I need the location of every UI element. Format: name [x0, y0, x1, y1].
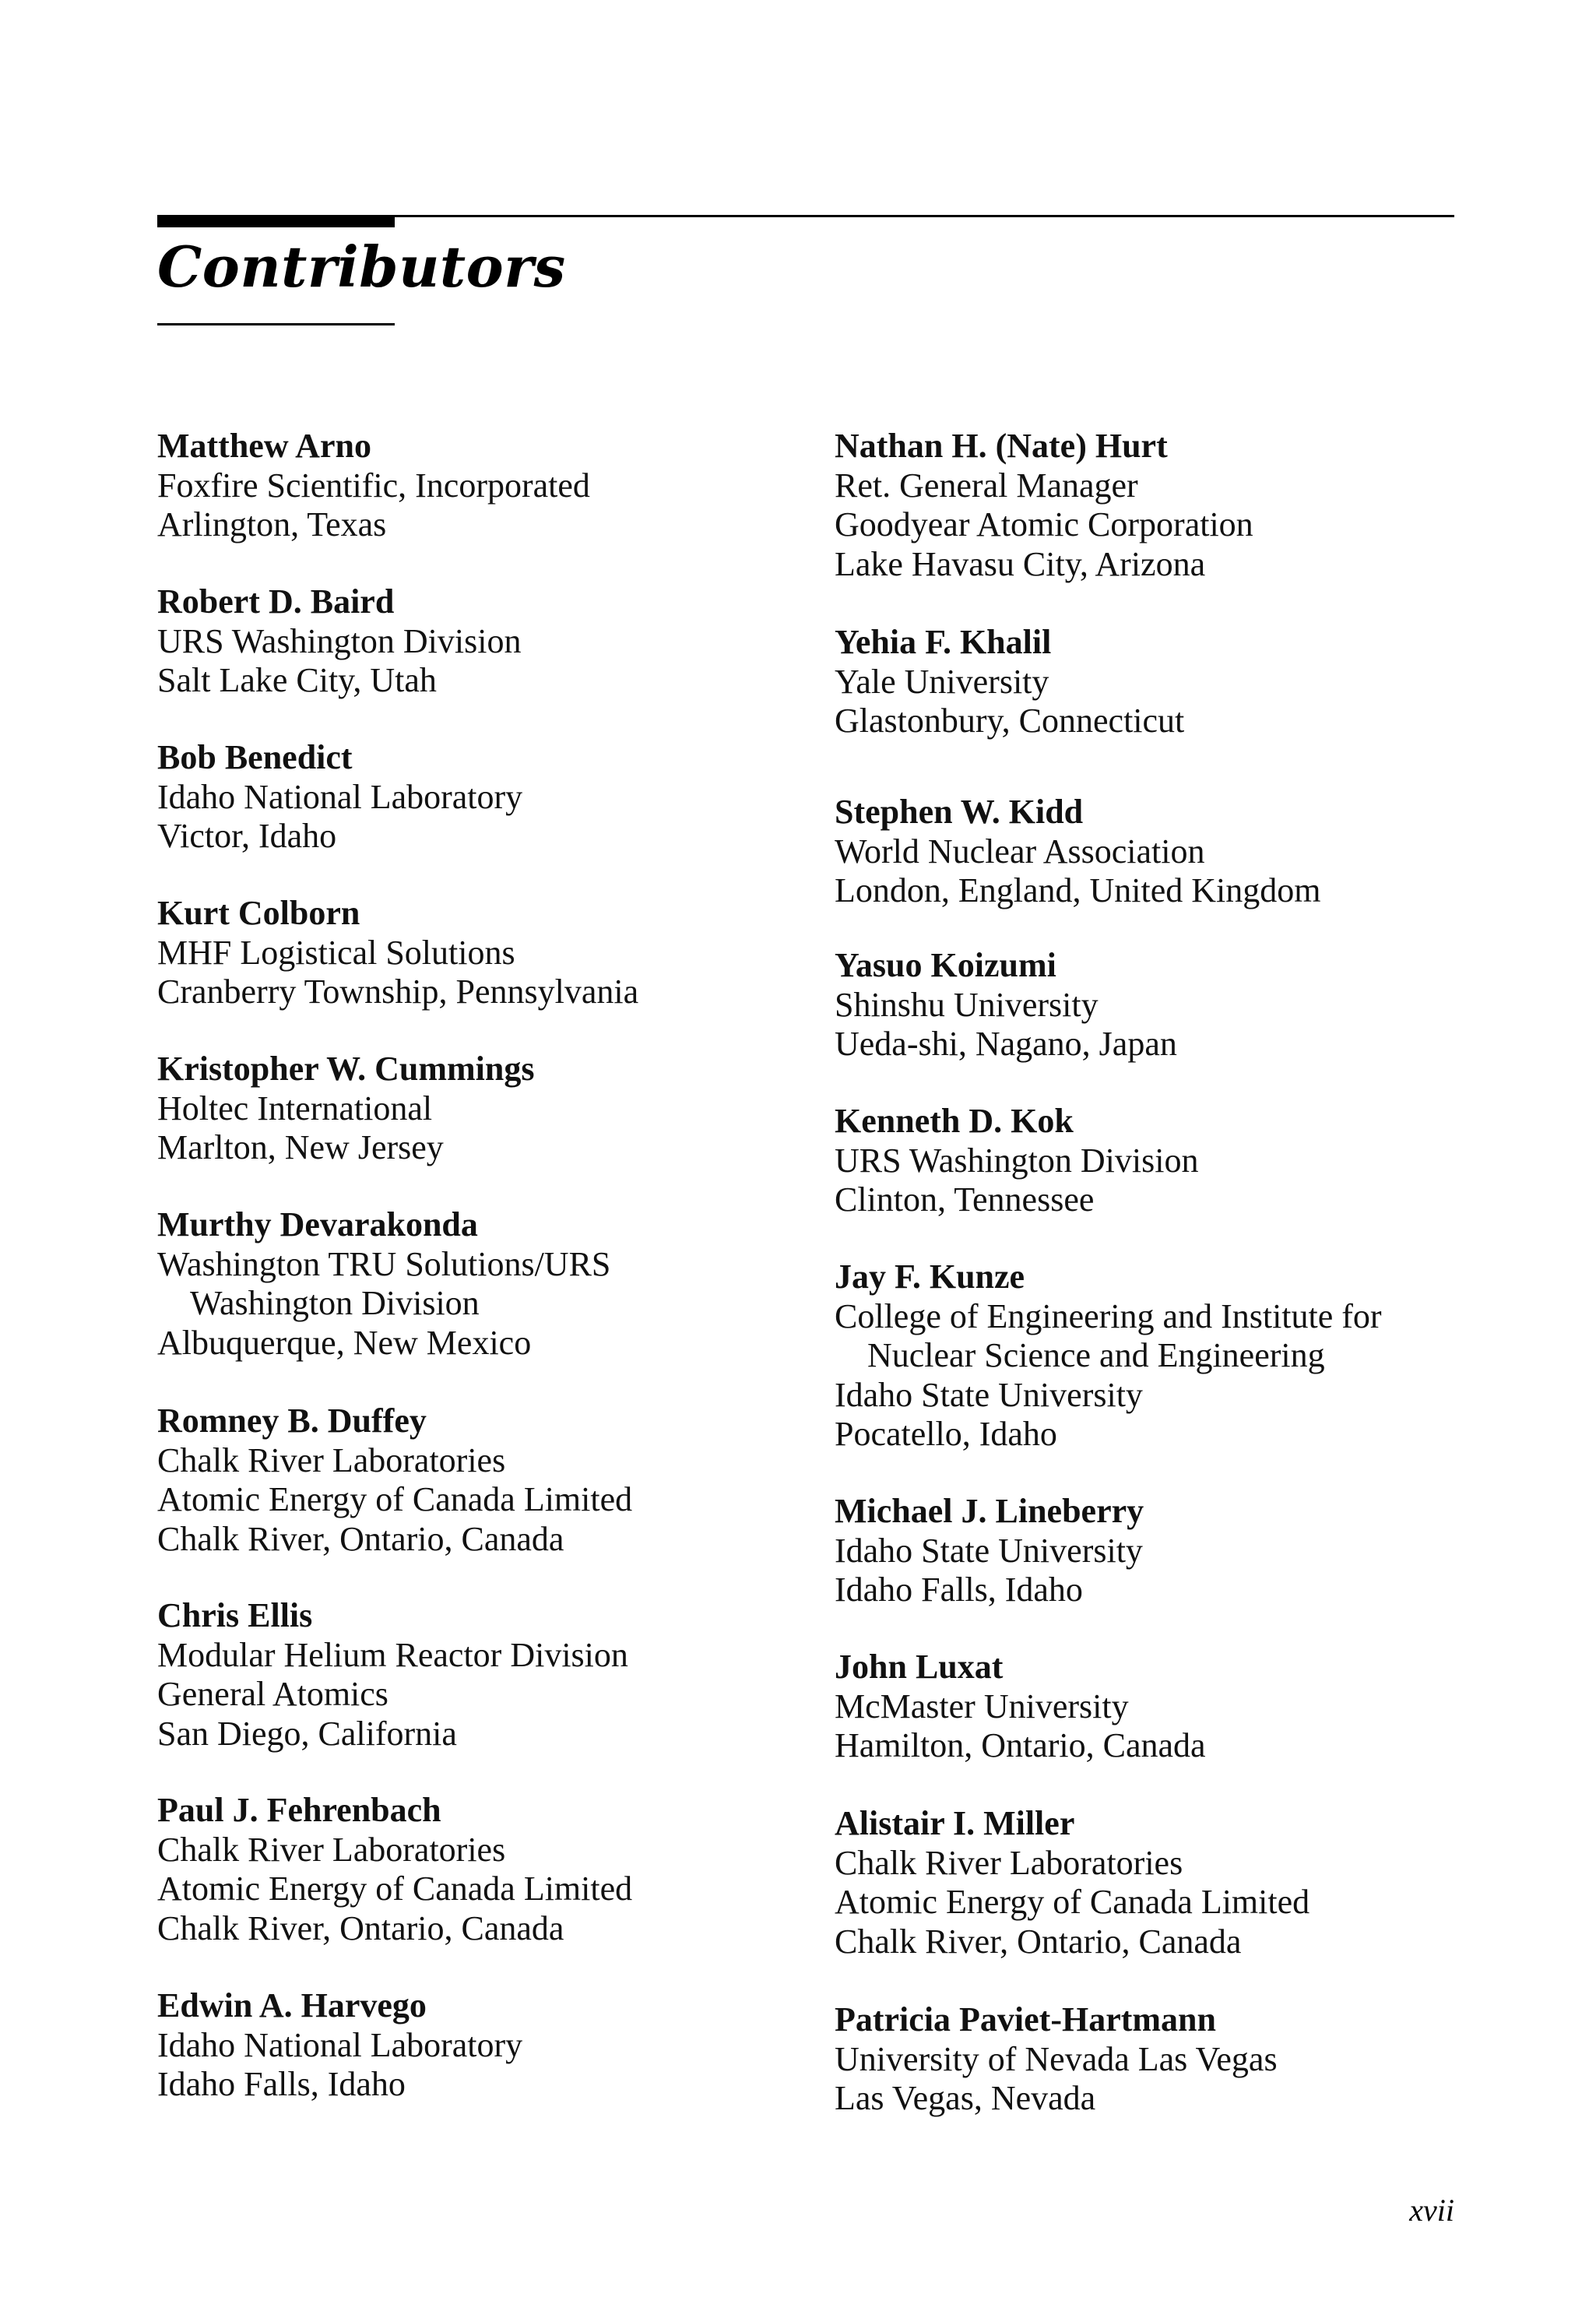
- contributor-entry: [157, 1986, 522, 2105]
- contributor-affiliation-line: Atomic Energy of Canada Limited: [835, 1883, 1310, 1921]
- contributor-entry: [157, 738, 522, 857]
- contributor-affiliation-line: McMaster University: [835, 1687, 1129, 1725]
- contributor-entry: [157, 1596, 628, 1754]
- contributor-affiliation-line: Chalk River, Ontario, Canada: [157, 1908, 564, 1947]
- page-number: xvii: [1409, 2193, 1454, 2228]
- contributor-affiliation-line: Idaho Falls, Idaho: [157, 2065, 406, 2103]
- contributor-name: Nathan H. (Nate) Hurt: [835, 427, 1168, 465]
- contributor-name: Yasuo Koizumi: [835, 946, 1056, 984]
- contributor-affiliation-line: Albuquerque, New Mexico: [157, 1323, 532, 1362]
- contributor-entry: [835, 793, 1321, 911]
- contributor-affiliation-line: Ueda-shi, Nagano, Japan: [835, 1025, 1177, 1063]
- contributor-entry: [835, 427, 1253, 584]
- contributor-affiliation-line: Yale University: [835, 662, 1049, 701]
- contributor-affiliation-line: Holtec International: [157, 1089, 433, 1127]
- contributor-entry: [157, 1791, 632, 1948]
- contributor-affiliation-line: Arlington, Texas: [157, 505, 387, 543]
- page-title: Contributors: [157, 234, 566, 300]
- contributor-affiliation-line: Chalk River Laboratories: [157, 1830, 506, 1869]
- contributor-affiliation-line: Las Vegas, Nevada: [835, 2079, 1096, 2117]
- contributor-affiliation-line: Idaho National Laboratory: [157, 777, 523, 816]
- contributor-affiliation-line: Chalk River Laboratories: [835, 1843, 1183, 1882]
- contributor-affiliation-line: Marlton, New Jersey: [157, 1128, 444, 1166]
- contributor-entry: [835, 1492, 1144, 1610]
- contributor-name: Michael J. Lineberry: [835, 1492, 1144, 1530]
- contributor-affiliation-line: Modular Helium Reactor Division: [157, 1635, 628, 1674]
- contributor-entry: [835, 1102, 1198, 1220]
- contributor-affiliation-line: Idaho National Laboratory: [157, 2025, 523, 2064]
- contributor-affiliation-line: Shinshu University: [835, 985, 1099, 1024]
- contributor-affiliation-line: College of Engineering and Institute for: [835, 1296, 1382, 1335]
- contributor-affiliation-line: URS Washington Division: [835, 1141, 1199, 1180]
- contributor-name: Stephen W. Kidd: [835, 793, 1084, 831]
- contributor-affiliation-line: Pocatello, Idaho: [835, 1415, 1057, 1453]
- contributor-name: Bob Benedict: [157, 738, 353, 776]
- contributor-affiliation-line: Atomic Energy of Canada Limited: [157, 1480, 633, 1518]
- contributor-affiliation-line: Victor, Idaho: [157, 817, 337, 855]
- contributor-affiliation-line: University of Nevada Las Vegas: [835, 2039, 1278, 2078]
- contributor-affiliation-line: Salt Lake City, Utah: [157, 661, 437, 699]
- contributor-affiliation-line: Goodyear Atomic Corporation: [835, 505, 1253, 543]
- contributor-name: Chris Ellis: [157, 1596, 313, 1634]
- contributor-affiliation-line: Washington Division: [190, 1284, 480, 1322]
- contributor-affiliation-line: London, England, United Kingdom: [835, 871, 1321, 909]
- contributor-affiliation-line: Chalk River, Ontario, Canada: [157, 1519, 564, 1558]
- contributor-affiliation-line: Foxfire Scientific, Incorporated: [157, 466, 590, 505]
- contributor-affiliation-line: World Nuclear Association: [835, 832, 1205, 871]
- contributor-affiliation-line: Chalk River Laboratories: [157, 1440, 506, 1479]
- contributor-entry: [835, 1648, 1206, 1766]
- contributor-entry: [157, 427, 590, 545]
- contributor-name: Edwin A. Harvego: [157, 1986, 427, 2024]
- contributor-name: Romney B. Duffey: [157, 1402, 427, 1440]
- contributor-entry: [157, 1402, 632, 1559]
- contributor-affiliation-line: Idaho Falls, Idaho: [835, 1571, 1083, 1609]
- contributor-name: Paul J. Fehrenbach: [157, 1791, 441, 1829]
- contributor-entry: [157, 582, 521, 701]
- contributor-affiliation-line: Idaho State University: [835, 1531, 1143, 1570]
- contributor-affiliation-line: Ret. General Manager: [835, 466, 1138, 505]
- contributor-entry: [157, 894, 638, 1012]
- contributor-affiliation-line: Hamilton, Ontario, Canada: [835, 1726, 1206, 1764]
- header-rule-thick: [157, 216, 395, 227]
- contributor-affiliation-line: Idaho State University: [835, 1375, 1143, 1414]
- contributor-entry: [835, 1258, 1382, 1455]
- contributor-name: Murthy Devarakonda: [157, 1205, 478, 1243]
- contributor-name: John Luxat: [835, 1648, 1004, 1686]
- contributor-affiliation-line: General Atomics: [157, 1675, 388, 1713]
- contributor-name: Matthew Arno: [157, 427, 371, 465]
- contributor-name: Jay F. Kunze: [835, 1258, 1025, 1296]
- contributor-name: Patricia Paviet-Hartmann: [835, 2000, 1216, 2038]
- contributor-name: Robert D. Baird: [157, 582, 395, 621]
- contributor-affiliation-line: Washington TRU Solutions/URS: [157, 1244, 611, 1283]
- contributor-affiliation-line: Chalk River, Ontario, Canada: [835, 1922, 1242, 1961]
- contributor-affiliation-line: MHF Logistical Solutions: [157, 933, 515, 972]
- contributor-entry: [835, 1804, 1309, 1961]
- contributor-entry: [835, 946, 1177, 1064]
- contributor-name: Kurt Colborn: [157, 894, 360, 932]
- contributor-affiliation-line: URS Washington Division: [157, 621, 522, 660]
- contributor-affiliation-line: Lake Havasu City, Arizona: [835, 544, 1206, 583]
- contributor-name: Kristopher W. Cummings: [157, 1050, 535, 1088]
- contributor-affiliation-line: San Diego, California: [157, 1714, 457, 1753]
- contributor-affiliation-line: Atomic Energy of Canada Limited: [157, 1870, 633, 1908]
- contributor-entry: [835, 623, 1184, 741]
- contributor-name: Yehia F. Khalil: [835, 623, 1052, 661]
- contributor-entry: [157, 1205, 610, 1363]
- contributor-entry: [157, 1050, 535, 1168]
- contributor-affiliation-line: Clinton, Tennessee: [835, 1180, 1095, 1219]
- contributor-affiliation-line: Glastonbury, Connecticut: [835, 702, 1185, 740]
- title-underline: [157, 323, 395, 325]
- contributor-entry: [835, 2000, 1278, 2119]
- contributor-name: Alistair I. Miller: [835, 1804, 1075, 1842]
- contributor-affiliation-line: Nuclear Science and Engineering: [867, 1336, 1325, 1374]
- contributor-affiliation-line: Cranberry Township, Pennsylvania: [157, 973, 639, 1011]
- contributor-name: Kenneth D. Kok: [835, 1102, 1074, 1140]
